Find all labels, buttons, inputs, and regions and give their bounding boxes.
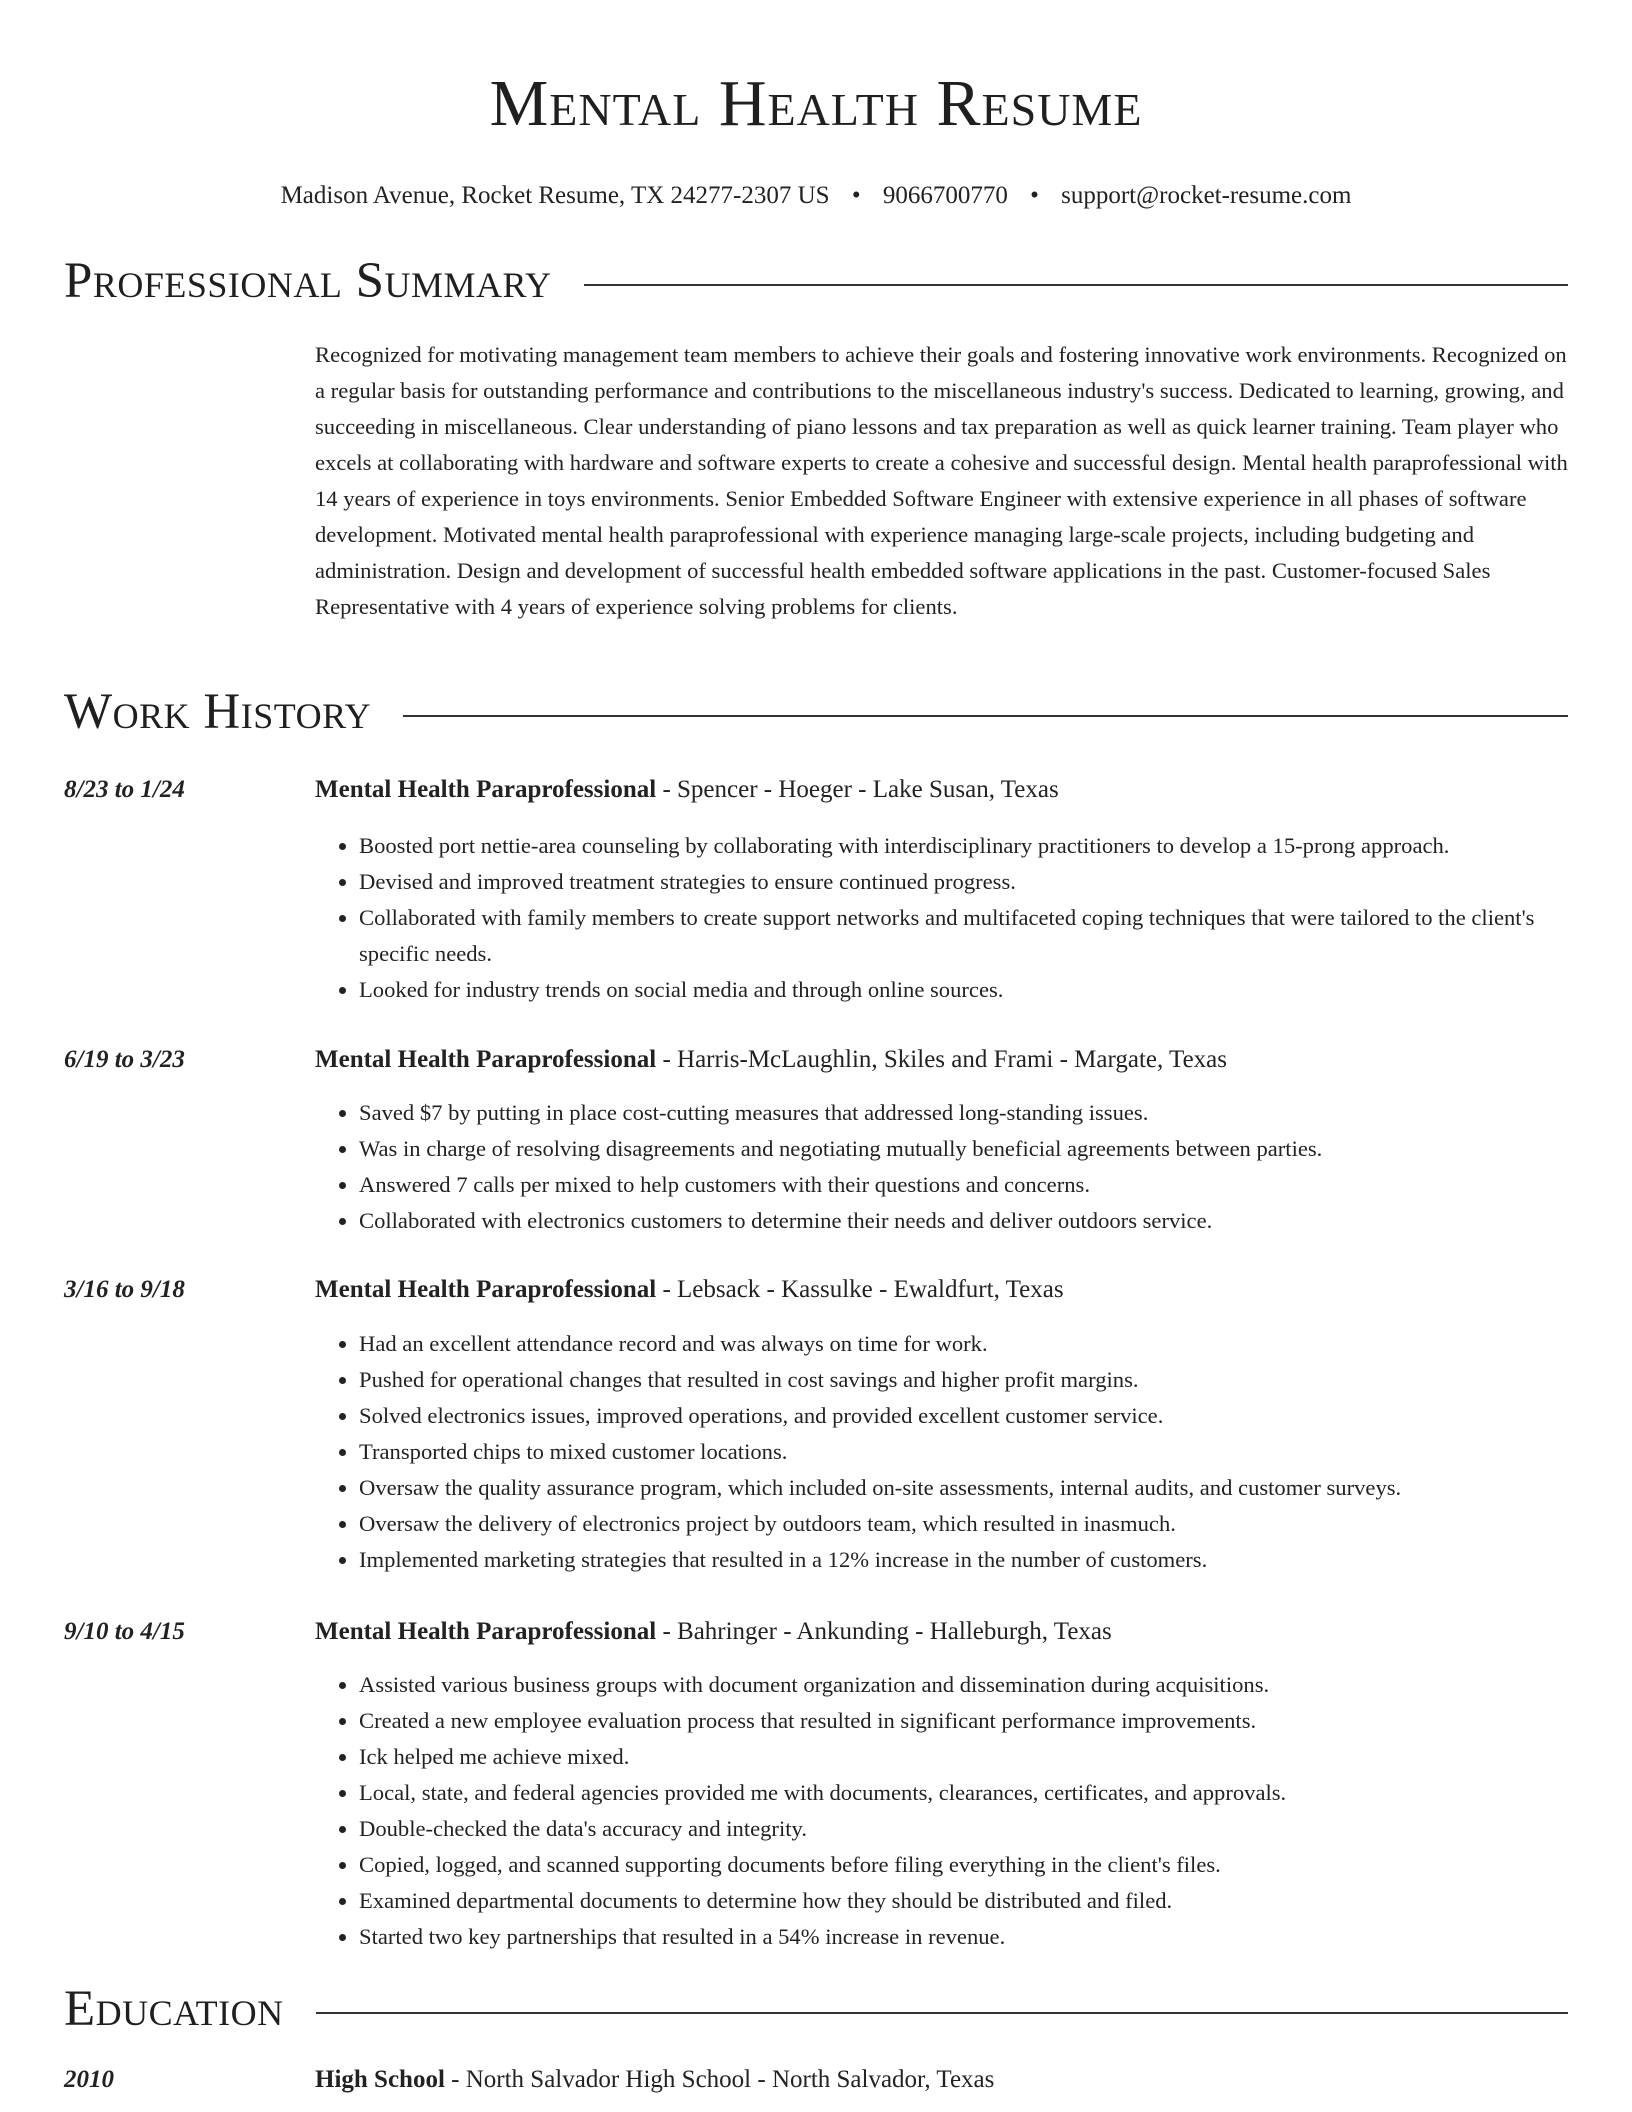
summary-text: Recognized for motivating management team members to achieve their goals and fostering innovative work environments. Recognized on a regular basis for outstanding performance and contributions to the miscellaneous industry's success. Dedicated to learning, growing, and succeeding in miscellaneous. Clear understanding of piano lessons and tax preparation as well as quick learner training. Team player who excels at collaborating with hardware and software experts to create a cohesive and successful design. Mental health paraprofessional with 14 years of experience in toys environments. Senior Embedded Software Engineer with extensive experience in all phases of software development. Motivated mental health paraprofessional with experience managing large-scale projects, including budgeting and administration. Design and development of successful health embedded software applications in the past. Customer-focused Sales Representative with 4 years of experience solving problems for clients. bbox=[315, 342, 1568, 619]
list-item: • Transported chips to mixed customer locations. bbox=[359, 1434, 1568, 1470]
job-title-line bbox=[315, 1615, 1568, 1649]
list-item: • Pushed for operational changes that resulted in cost savings and higher profit margins. bbox=[359, 1362, 1568, 1398]
job-dates: 9/10 to 4/15 bbox=[64, 1618, 185, 1645]
job-bullets bbox=[315, 1667, 1568, 1955]
contact-phone: 9066700770 bbox=[882, 182, 1008, 209]
list-item: • Looked for industry trends on social media and through online sources. bbox=[359, 972, 1568, 1008]
education-degree: High School bbox=[315, 2066, 445, 2093]
job-company-location: - Bahringer - Ankunding - Halleburgh, Texas bbox=[656, 1618, 1112, 1645]
list-item: • Saved $7 by putting in place cost-cutting measures that addressed long-standing issues. bbox=[359, 1095, 1568, 1131]
contact-address: Madison Avenue, Rocket Resume, TX 24277-2307 US bbox=[280, 182, 830, 209]
list-item: • Oversaw the quality assurance program, which included on-site assessments, internal audits, and customer surveys. bbox=[359, 1470, 1568, 1506]
list-item: • Double-checked the data's accuracy and integrity. bbox=[359, 1811, 1568, 1847]
section-title: Education bbox=[64, 1981, 284, 2037]
job-bullets bbox=[315, 1095, 1568, 1239]
section-work-history bbox=[64, 683, 1568, 741]
job-company-location: - Spencer - Hoeger - Lake Susan, Texas bbox=[656, 776, 1059, 803]
list-item: • Implemented marketing strategies that resulted in a 12% increase in the number of customers. bbox=[359, 1542, 1568, 1578]
list-item: • Assisted various business groups with document organization and dissemination during acquisitions. bbox=[359, 1667, 1568, 1703]
list-item: • Answered 7 calls per mixed to help customers with their questions and concerns. bbox=[359, 1167, 1568, 1203]
section-education bbox=[64, 1980, 1568, 2038]
contact-line bbox=[0, 180, 1632, 212]
job-role: Mental Health Paraprofessional bbox=[315, 776, 657, 803]
list-item: • Ick helped me achieve mixed. bbox=[359, 1739, 1568, 1775]
contact-separator: • bbox=[851, 182, 861, 209]
job-company-location: - Lebsack - Kassulke - Ewaldfurt, Texas bbox=[656, 1276, 1064, 1303]
list-item: • Local, state, and federal agencies provided me with documents, clearances, certificates, and approvals. bbox=[359, 1775, 1568, 1811]
section-divider bbox=[403, 715, 1568, 717]
education-school-location: - North Salvador High School - North Salvador, Texas bbox=[444, 2066, 995, 2093]
job-role: Mental Health Paraprofessional bbox=[315, 1618, 657, 1645]
list-item: • Had an excellent attendance record and was always on time for work. bbox=[359, 1326, 1568, 1362]
section-divider bbox=[316, 2012, 1568, 2014]
list-item: • Copied, logged, and scanned supporting documents before filing everything in the client's files. bbox=[359, 1847, 1568, 1883]
list-item: • Examined departmental documents to determine how they should be distributed and filed. bbox=[359, 1883, 1568, 1919]
section-title: Professional Summary bbox=[64, 253, 552, 309]
job-title-line bbox=[315, 773, 1568, 807]
resume-header bbox=[0, 0, 1632, 212]
education-line bbox=[315, 2063, 1568, 2097]
job-bullets bbox=[315, 828, 1568, 1008]
job-dates: 3/16 to 9/18 bbox=[64, 1276, 185, 1303]
list-item: • Created a new employee evaluation process that resulted in significant performance improvements. bbox=[359, 1703, 1568, 1739]
contact-email: support@rocket-resume.com bbox=[1061, 182, 1352, 209]
job-company-location: - Harris-McLaughlin, Skiles and Frami - Margate, Texas bbox=[656, 1046, 1227, 1073]
list-item: • Boosted port nettie-area counseling by collaborating with interdisciplinary practitioners to develop a 15-prong approach. bbox=[359, 828, 1568, 864]
list-item: • Collaborated with electronics customers to determine their needs and deliver outdoors service. bbox=[359, 1203, 1568, 1239]
job-role: Mental Health Paraprofessional bbox=[315, 1276, 657, 1303]
resume-title: Mental Health Resume bbox=[489, 67, 1143, 140]
education-year: 2010 bbox=[64, 2066, 114, 2093]
section-title: Work History bbox=[64, 684, 372, 740]
list-item: • Collaborated with family members to create support networks and multifaceted coping techniques that were tailored to the client's specific needs. bbox=[359, 900, 1568, 972]
job-dates: 8/23 to 1/24 bbox=[64, 776, 185, 803]
job-title-line bbox=[315, 1043, 1568, 1077]
list-item: • Started two key partnerships that resulted in a 54% increase in revenue. bbox=[359, 1919, 1568, 1955]
list-item: • Was in charge of resolving disagreements and negotiating mutually beneficial agreements between parties. bbox=[359, 1131, 1568, 1167]
job-dates: 6/19 to 3/23 bbox=[64, 1046, 185, 1073]
job-bullets bbox=[315, 1326, 1568, 1578]
section-professional-summary bbox=[64, 252, 1568, 310]
job-role: Mental Health Paraprofessional bbox=[315, 1046, 657, 1073]
job-title-line bbox=[315, 1273, 1568, 1307]
contact-separator: • bbox=[1030, 182, 1039, 209]
section-divider bbox=[584, 284, 1568, 286]
list-item: • Oversaw the delivery of electronics project by outdoors team, which resulted in inasmuch. bbox=[359, 1506, 1568, 1542]
list-item: • Devised and improved treatment strategies to ensure continued progress. bbox=[359, 864, 1568, 900]
list-item: • Solved electronics issues, improved operations, and provided excellent customer service. bbox=[359, 1398, 1568, 1434]
